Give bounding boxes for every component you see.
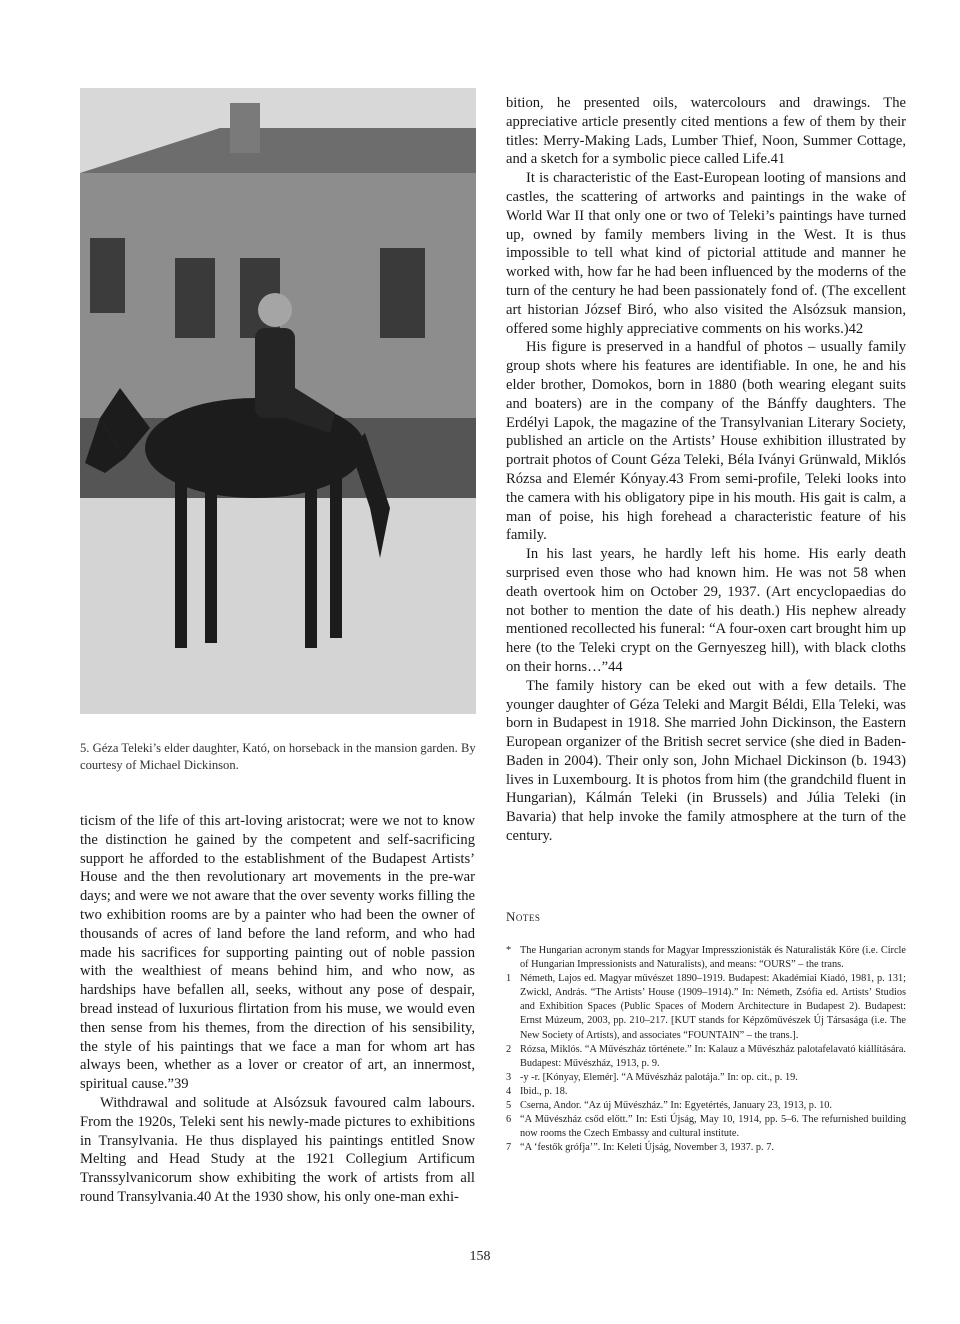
photo-horse-leg-1	[175, 478, 187, 648]
note-text: “A Művészház csőd előtt.” In: Esti Újság, May 10, 1914, pp. 5–6. The refurnished building now rooms the Czech Embassy and cultural institute.	[520, 1114, 906, 1140]
note-text: Ibid., p. 18.	[520, 1085, 568, 1097]
left-column-text	[80, 812, 475, 1207]
photo-rider-body	[255, 328, 295, 418]
note-marker: 4	[506, 1085, 512, 1097]
note-marker: 7	[506, 1142, 512, 1154]
paragraph: bition, he presented oils, watercolours and drawings. The appreciative article presently cited mentions a few of them by their titles: Merry-Making Lads, Lumber Thief, Noon, Summer Cottage, and a sketch for a symbolic piece called Life.41	[506, 95, 906, 168]
note-text: Németh, Lajos ed. Magyar művészet 1890–1919. Budapest: Akadémiai Kiadó, 1981, p. 131; Zwickl, András. “The Artists’ House (1909–1914).” In: Németh, Zsófia ed. Artists’ Studios and Exhibition Spaces (Public Spaces of Modern Architecture in Budapest 2). Budapest: Ernst Múzeum, 2003, pp. 210–217. [KUT stands for Képzőművészek Új Társasága (i.e. The New Society of Artists), and associates “FOUNTAIN” – the trans.].	[520, 973, 906, 1041]
photo-horse-leg-3	[305, 478, 317, 648]
photo-window-4	[380, 248, 425, 338]
note-text: Rózsa, Miklós. “A Művészház története.” In: Kalauz a Művészház palotafelavató kiállítására. Budapest: Művészház, 1913, p. 9.	[520, 1043, 906, 1069]
photo-chimney	[230, 103, 260, 153]
note-item	[506, 1043, 906, 1071]
note-item	[506, 1099, 906, 1113]
note-marker: 6	[506, 1114, 512, 1126]
notes-list	[506, 944, 906, 1155]
note-text: Cserna, Andor. “Az új Művészház.” In: Egyetértés, January 23, 1913, p. 10.	[520, 1100, 832, 1112]
note-item	[506, 1141, 906, 1155]
note-item	[506, 1113, 906, 1141]
right-column-text	[506, 94, 906, 846]
note-marker: 5	[506, 1100, 512, 1112]
photo-window-2	[175, 258, 215, 338]
photo-horse-leg-2	[205, 478, 217, 643]
note-text: -y -r. [Kónyay, Elemér]. “A Művészház palotája.” In: op. cit., p. 19.	[520, 1071, 798, 1083]
note-text: “A ‘festők grófja’”. In: Keleti Újság, November 3, 1937. p. 7.	[520, 1142, 774, 1154]
photo-horse-leg-4	[330, 473, 342, 638]
note-item	[506, 1071, 906, 1085]
photo-rider-head	[258, 293, 292, 327]
note-text: The Hungarian acronym stands for Magyar Impresszionisták és Naturalisták Köre (i.e. Circle of Hungarian Impressionists and Naturalists), and means: “OURS” – the trans.	[520, 945, 906, 971]
paragraph: It is characteristic of the East-European looting of mansions and castles, the scattering of artworks and paintings in the wake of World War II that only one or two of Teleki’s paintings have turned up, owned by family members living in the West. It is thus impossible to tell what kind of pictorial attitude and manner he worked with, how far he had been influenced by the moderns of the turn of the century he had been passionately fond of. (The excellent art historian József Biró, who also visited the Alsózsuk mansion, offered some highly appreciative comments on his works.)42	[506, 170, 906, 337]
note-item	[506, 1085, 906, 1099]
photo-ground	[80, 498, 476, 714]
page-number: 158	[469, 1249, 491, 1264]
figure-caption: 5. Géza Teleki’s elder daughter, Kató, on horseback in the mansion garden. By courtesy of Michael Dickinson.	[80, 741, 476, 772]
paragraph: His figure is preserved in a handful of photos – usually family group shots where his features are identifiable. In one, he and his elder brother, Domokos, born in 1880 (both wearing elegant suits and boaters) are in the company of the Bánffy daughters. The Erdélyi Lapok, the magazine of the Transylvanian Literary Society, published an article on the Artists’ House exhibition illustrated by portrait photos of Count Géza Teleki, Béla Iványi Grünwald, Miklós Rózsa and Elemér Kónyay.43 From semi-profile, Teleki looks into the camera with his obligatory pipe in his mouth. His gait is calm, a man of poise, his high forehead a characteristic feature of his family.	[506, 339, 906, 544]
photo-window-1	[90, 238, 125, 313]
paragraph: ticism of the life of this art-loving aristocrat; were we not to know the distinction he gained by the competent and self-sacrificing support he afforded to the establishment of the Budapest Artists’ House and the then revolutionary art movements in the pre-war days; and were we not aware that the over seventy works filling the two exhibition rooms are by a painter who had been the owner of thousands of acres of land before the land reform, and who had made his sacrifices for supporting painting out of noble passion with the wealthiest of means behind him, and who now, as hardships have befallen all, seeks, without any pose of despair, bread instead of luxurious flirtation from his muse, we would even then sense from his themes, from the direction of his sensibility, the style of his paintings that we face a man for whom art has always been, whether as a lover or creator of art, an innermost, spiritual cause.”39	[80, 813, 475, 1093]
note-marker: *	[506, 945, 512, 956]
note-marker: 3	[506, 1071, 512, 1083]
note-item	[506, 972, 906, 1042]
paragraph: Withdrawal and solitude at Alsózsuk favoured calm labours. From the 1920s, Teleki sent his newly-made pictures to exhibitions in Transylvania. He thus displayed his paintings entitled Snow Melting and Head Study at the 1921 Collegium Artificum Transsylvanicorum show exhibiting the work of artists from all round Transylvania.40 At the 1930 show, his only one-man exhi-	[80, 1094, 475, 1205]
photo-illustration	[80, 88, 476, 714]
notes-heading: Notes	[506, 909, 541, 924]
note-marker: 2	[506, 1043, 512, 1055]
horseback-photograph	[80, 88, 476, 714]
paragraph: In his last years, he hardly left his home. His early death surprised even those who had known him. He was not 58 when death overtook him on October 29, 1937. (Art encyclopaedias do not bother to mention the date of his death.) His nephew already mentioned recollected his funeral: “A four-oxen cart brought him up here (to the Teleki crypt on the Gernyeszeg hill), with black cloths on their horns…”44	[506, 546, 906, 675]
note-item	[506, 944, 906, 972]
paragraph: The family history can be eked out with a few details. The younger daughter of Géza Teleki and Margit Béldi, Ella Teleki, was born in Budapest in 1918. She married John Dickinson, the Eastern European organizer of the British secret service (she died in Baden-Baden in 2004). Their only son, John Michael Dickinson (b. 1943) lives in Luxembourg. It is photos from him (the grandchild fluent in Hungarian), Kálmán Teleki (in Brussels) and Júlia Teleki (in Bavaria) that help invoke the family atmosphere at the turn of the century.	[506, 677, 906, 845]
note-marker: 1	[506, 973, 512, 985]
